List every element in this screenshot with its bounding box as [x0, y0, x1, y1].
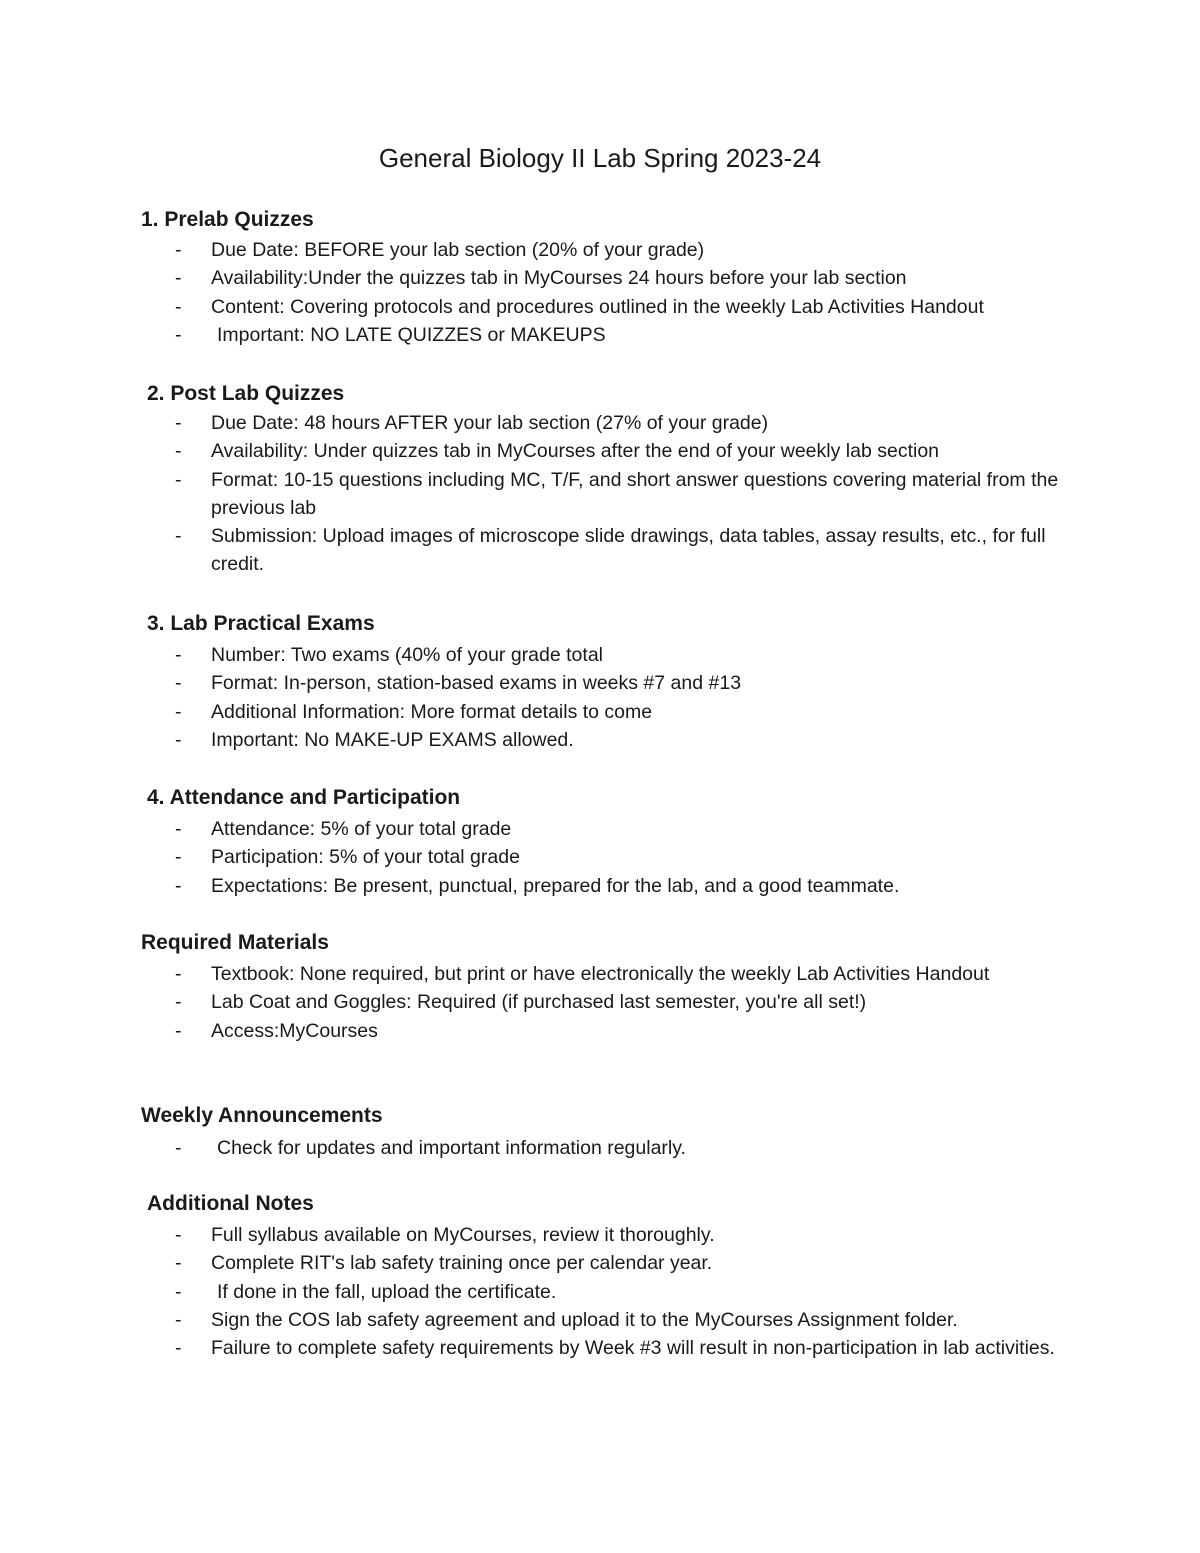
section-heading-post-lab-quizzes: 2. Post Lab Quizzes	[147, 382, 345, 405]
list-item: - Important: NO LATE QUIZZES or MAKEUPS	[0, 321, 1200, 349]
list-item: - Submission: Upload images of microscope slide drawings, data tables, assay results, etc., for full credit.	[0, 522, 1200, 579]
bullet-dash: -	[175, 440, 182, 463]
list-item: - Due Date: BEFORE your lab section (20% of your grade)	[0, 236, 1200, 264]
list-item: - Important: No MAKE-UP EXAMS allowed.	[0, 726, 1200, 754]
bullet-dash: -	[175, 700, 182, 723]
list-item: - Sign the COS lab safety agreement and upload it to the MyCourses Assignment folder.	[0, 1306, 1200, 1334]
bullet-dash: -	[175, 874, 182, 897]
bullet-dash: -	[175, 295, 182, 318]
section-heading-required-materials: Required Materials	[141, 931, 329, 954]
bullet-dash: -	[175, 728, 182, 751]
post-lab-quizzes-list	[0, 409, 1200, 579]
lab-practical-exams-list	[0, 641, 1200, 754]
bullet-dash: -	[175, 963, 182, 985]
bullet-dash: -	[175, 239, 182, 261]
list-item: - Additional Information: More format details to come	[0, 698, 1200, 726]
list-item: - Complete RIT's lab safety training once per calendar year.	[0, 1249, 1200, 1277]
bullet-dash: -	[175, 1308, 182, 1331]
list-item: - If done in the fall, upload the certificate.	[0, 1278, 1200, 1306]
list-item: - Format: In-person, station-based exams in weeks #7 and #13	[0, 669, 1200, 697]
section-heading-additional-notes: Additional Notes	[147, 1192, 314, 1215]
bullet-dash: -	[175, 1280, 182, 1303]
bullet-dash: -	[175, 323, 182, 346]
section-heading-lab-practical-exams: 3. Lab Practical Exams	[147, 612, 375, 635]
bullet-dash: -	[175, 846, 182, 869]
bullet-dash: -	[175, 644, 182, 666]
additional-notes-list	[0, 1221, 1200, 1362]
section-heading-prelab-quizzes: 1. Prelab Quizzes	[141, 208, 314, 231]
bullet-dash: -	[175, 1337, 182, 1360]
list-item: - Due Date: 48 hours AFTER your lab section (27% of your grade)	[0, 409, 1200, 437]
bullet-dash: -	[175, 818, 182, 840]
list-item: - Expectations: Be present, punctual, prepared for the lab, and a good teammate.	[0, 872, 1200, 900]
document-title: General Biology II Lab Spring 2023-24	[378, 143, 822, 173]
section-heading-weekly-announcements: Weekly Announcements	[141, 1104, 383, 1127]
bullet-dash: -	[175, 412, 182, 434]
bullet-dash: -	[175, 267, 182, 290]
list-item: - Lab Coat and Goggles: Required (if purchased last semester, you're all set!)	[0, 988, 1200, 1016]
bullet-dash: -	[175, 468, 182, 491]
list-item: - Failure to complete safety requirements by Week #3 will result in non-participation in lab activities.	[0, 1334, 1200, 1362]
bullet-dash: -	[175, 991, 182, 1014]
weekly-announcements-list	[0, 1134, 1200, 1162]
list-item: - Access:MyCourses	[0, 1017, 1200, 1045]
bullet-dash: -	[175, 1252, 182, 1275]
prelab-quizzes-list	[0, 236, 1200, 349]
bullet-dash: -	[175, 1224, 182, 1246]
bullet-dash: -	[175, 672, 182, 695]
bullet-dash: -	[175, 525, 182, 548]
list-item: - Full syllabus available on MyCourses, review it thoroughly.	[0, 1221, 1200, 1249]
list-item: - Availability:Under the quizzes tab in MyCourses 24 hours before your lab section	[0, 264, 1200, 292]
bullet-dash: -	[175, 1019, 182, 1042]
list-item: - Participation: 5% of your total grade	[0, 843, 1200, 871]
attendance-participation-list	[0, 815, 1200, 900]
required-materials-list	[0, 960, 1200, 1045]
list-item: - Number: Two exams (40% of your grade total	[0, 641, 1200, 669]
bullet-dash: -	[175, 1137, 182, 1159]
section-heading-attendance-participation: 4. Attendance and Participation	[147, 786, 461, 809]
list-item: - Attendance: 5% of your total grade	[0, 815, 1200, 843]
list-item: - Content: Covering protocols and procedures outlined in the weekly Lab Activities Handout	[0, 293, 1200, 321]
list-item: - Availability: Under quizzes tab in MyCourses after the end of your weekly lab section	[0, 437, 1200, 465]
list-item: - Textbook: None required, but print or have electronically the weekly Lab Activities Handout	[0, 960, 1200, 988]
list-item: - Format: 10-15 questions including MC, T/F, and short answer questions covering material from the previous lab	[0, 466, 1200, 523]
list-item: - Check for updates and important information regularly.	[0, 1134, 1200, 1162]
